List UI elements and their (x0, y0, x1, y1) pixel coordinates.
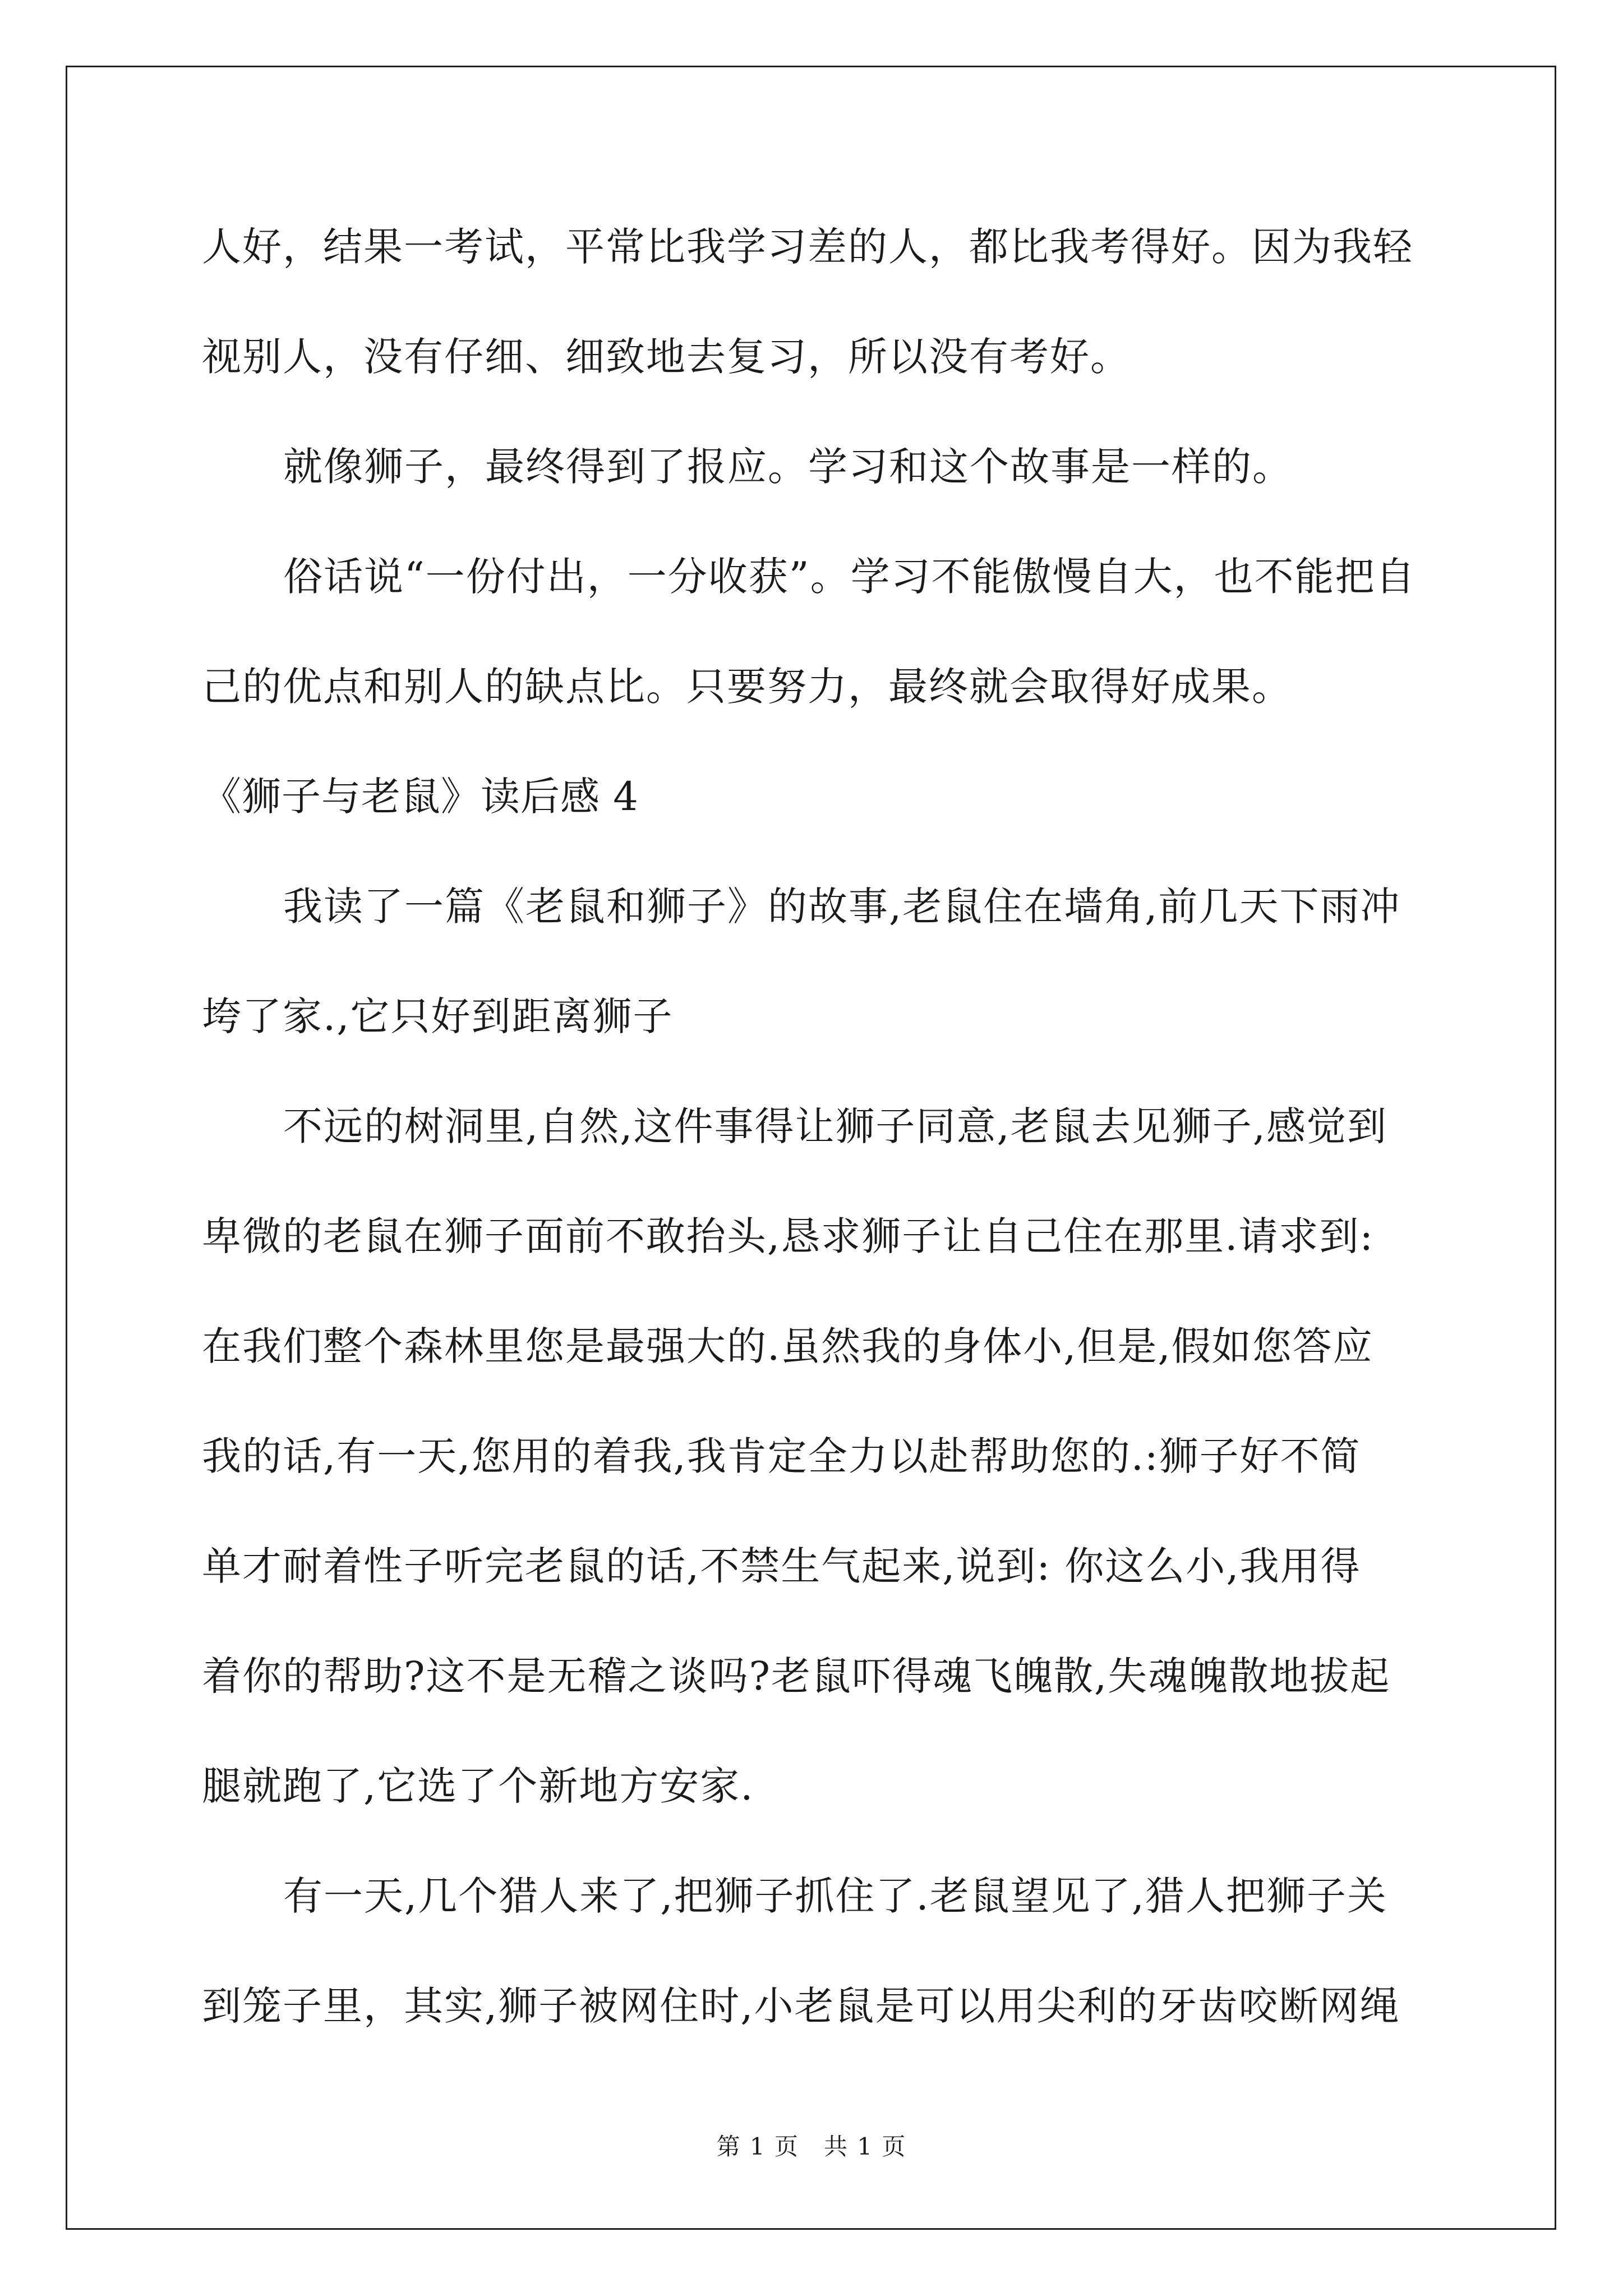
text-line: 单才耐着性子听完老鼠的话,不禁生气起来,说到: 你这么小,我用得 (202, 1543, 1361, 1589)
text-line: 人好，结果一考试，平常比我学习差的人，都比我考得好。因为我轻 (202, 224, 1413, 270)
text-line: 着你的帮助?这不是无稽之谈吗?老鼠吓得魂飞魄散,失魂魄散地拔起 (202, 1653, 1391, 1699)
text-line: 己的优点和别人的缺点比。只要努力，最终就会取得好成果。 (202, 664, 1292, 710)
page-number: 第 1 页 共 1 页 (716, 2133, 907, 2160)
document-body (202, 222, 1430, 2091)
text-line: 垮了家.,它只好到距离狮子 (202, 993, 674, 1039)
paragraph-line: 我读了一篇《老鼠和狮子》的故事,老鼠住在墙角,前几天下雨冲 (283, 884, 1401, 930)
text-line: 到笼子里，其实,狮子被网住时,小老鼠是可以用尖利的牙齿咬断网绳 (202, 1983, 1400, 2029)
text-line: 我的话,有一天,您用的着我,我肯定全力以赴帮助您的.:狮子好不简 (202, 1433, 1361, 1479)
paragraph-line: 俗话说“一份付出，一分收获”。学习不能傲慢自大，也不能把自 (283, 554, 1416, 600)
text-line: 卑微的老鼠在狮子面前不敢抬头,恳求狮子让自己住在那里.请求到: (202, 1213, 1375, 1259)
text-line: 腿就跑了,它选了个新地方安家. (202, 1763, 754, 1809)
paragraph-line: 就像狮子，最终得到了报应。学习和这个故事是一样的。 (283, 444, 1293, 490)
paragraph-line: 不远的树洞里,自然,这件事得让狮子同意,老鼠去见狮子,感觉到 (283, 1103, 1388, 1149)
paragraph-line: 有一天,几个猎人来了,把狮子抓住了.老鼠望见了,猎人把狮子关 (283, 1873, 1388, 1919)
text-line: 在我们整个森林里您是最强大的.虽然我的身体小,但是,假如您答应 (202, 1323, 1373, 1369)
section-heading: 《狮子与老鼠》读后感 4 (202, 774, 639, 820)
text-line: 视别人，没有仔细、细致地去复习，所以没有考好。 (202, 334, 1131, 380)
